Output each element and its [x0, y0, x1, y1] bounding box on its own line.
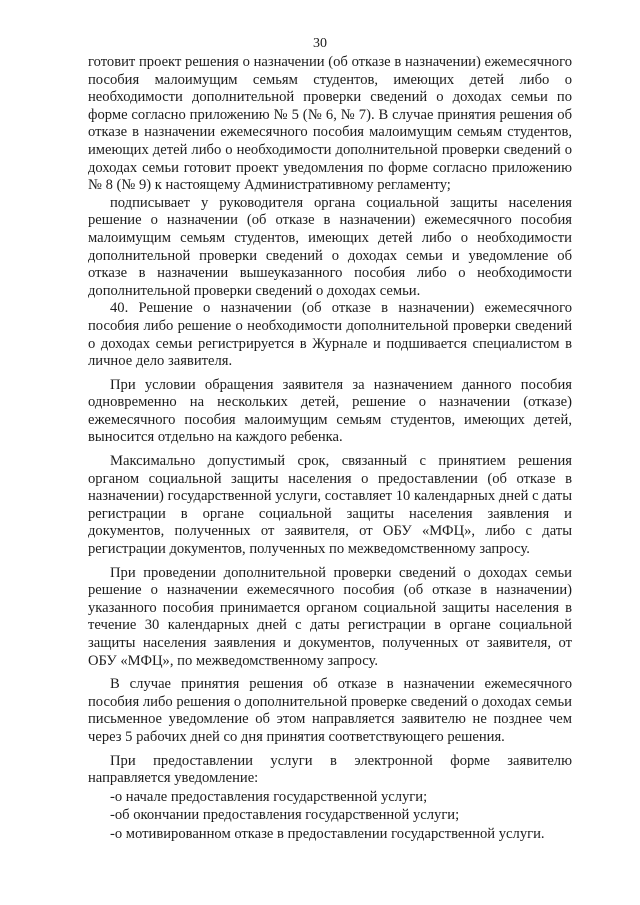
paragraph-multiple-children: При условии обращения заявителя за назначением данного пособия одновременно на нескольких детей, решение о назначении (отказе) ежемесячного пособия малоимущим семьям студентов, имеющих детей, выносится отдельно на каждого ребенка.	[88, 376, 572, 446]
document-body	[88, 54, 572, 844]
list-item: -об окончании предоставления государственной услуги;	[110, 807, 460, 824]
paragraph-continuation: готовит проект решения о назначении (об отказе в назначении) ежемесячного пособия малоимущим семьям студентов, имеющих детей либо о необходимости дополнительной проверки сведений о доходах семьи по форме согласно приложению № 5 (№ 6, № 7). В случае принятия решения об отказе в назначении ежемесячного пособия малоимущим семьям студентов, имеющих детей либо о необходимости дополнительной проверки сведений о доходах семьи готовит проект уведомления по форме согласно приложению № 8 (№ 9) к настоящему Административному регламенту;	[88, 54, 572, 194]
paragraph-max-term: Максимально допустимый срок, связанный с принятием решения органом социальной защиты населения о предоставлении (об отказе в назначении) государственной услуги, составляет 10 календарных дней с даты регистрации в органе социальной защиты населения заявления и документов, полученных от заявителя, от ОБУ «МФЦ», либо с даты регистрации документов, полученных по межведомственному запросу.	[88, 453, 572, 558]
paragraph-refusal-notice: В случае принятия решения об отказе в назначении ежемесячного пособия либо решения о дополнительной проверке сведений о доходах семьи письменное уведомление об этом направляется заявителю не позднее чем через 5 рабочих дней со дня принятия соответствующего решения.	[88, 676, 572, 745]
paragraph-additional-check: При проведении дополнительной проверки сведений о доходах семьи решение о назначении ежемесячного пособия (об отказе в назначении) указанного пособия принимается органом социальной защиты населения в течение 30 календарных дней с даты регистрации в органе социальной защиты населения заявления и документов, полученных от заявителя, от ОБУ «МФЦ», по межведомственному запросу.	[88, 564, 572, 669]
paragraph-clause-40: 40. Решение о назначении (об отказе в назначении) ежемесячного пособия либо решение о необходимости дополнительной проверки сведений о доходах семьи регистрируется в Журнале и подшивается специалистом в личное дело заявителя.	[88, 300, 572, 370]
paragraph-electronic-form: При предоставлении услуги в электронной форме заявителю направляется уведомление:	[88, 752, 572, 787]
list-item: -о начале предоставления государственной услуги;	[110, 788, 428, 805]
paragraph-signing: подписывает у руководителя органа социальной защиты населения решение о назначении (об отказе в назначении) ежемесячного пособия малоимущим семьям студентов, имеющих детей либо о необходимости дополнительной проверки сведений о доходах семьи и уведомление об отказе в назначении вышеуказанного пособия либо о необходимости дополнительной проверки сведений о доходах семьи.	[88, 194, 572, 299]
page-number: 30	[313, 36, 327, 51]
list-item: -о мотивированном отказе в предоставлении государственной услуги.	[110, 825, 545, 842]
